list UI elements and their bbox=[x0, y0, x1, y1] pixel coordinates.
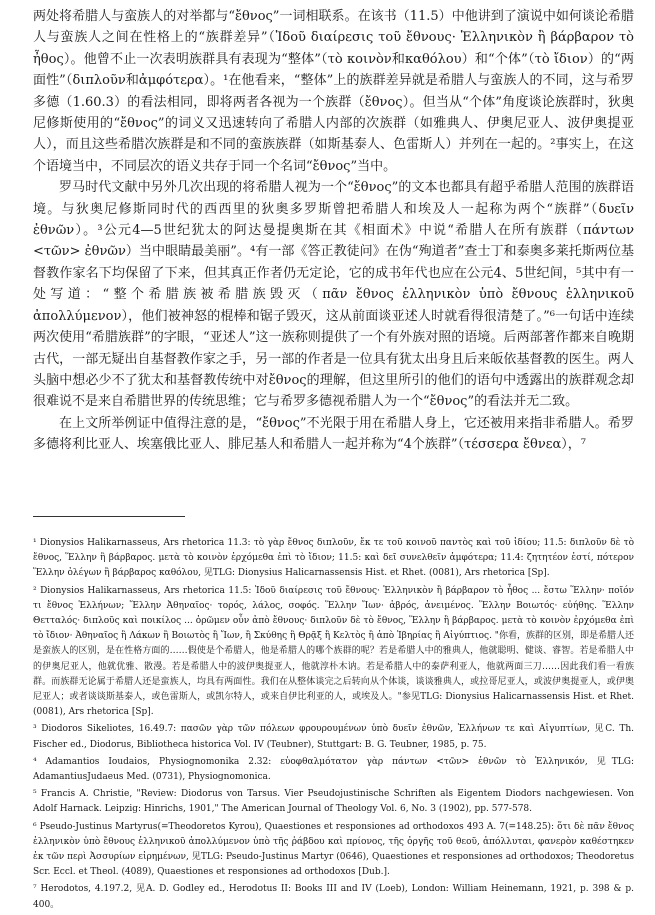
footnote-7: ⁷ Herodotos, 4.197.2, 见A. D. Godley ed., Herodotus II: Books III and IV (Loeb), London: William Heinemann, 1921, p. 398 & p. 400。 bbox=[33, 884, 634, 910]
footnote-2: ² Dionysios Halikarnasseus, Ars rhetorica 11.5: Ἰδοῦ διαίρεσις τοῦ ἔθνους· Ἑλληνικὸν ἢ βάρβαρον τὸ ἦθος ... ἔστω Ἕλλην· ποῖόν τι ἔθνος Ἑλλήνων; Ἕλλην Ἀθηναῖος· τορός, λάλος, σοφός. Ἕλλην Ἴων· ἁβρός, ἀνειμένος. Ἕλλην Βοιωτός· εὐήθης. Ἕλλην Θετταλός· διπλοῦς καὶ ποικίλος ... ὁρῶμεν οὖν ἀπὸ ἔθνους· διπλοῦν δὲ τὸ ἔθνος, Ἕλλην ἢ βάρβαρος. μετὰ τὸ κοινὸν ἐρχόμεθα ἐπὶ τὸ ἴδιον· Ἀθηναῖος ἢ Λάκων ἢ Βοιωτὸς ἢ Ἴων, ἢ Σκύθης ἢ Θρᾷξ ἢ Κελτὸς ἢ ἀπὸ Ἰβηρίας ἢ Αἰγύπτιος. "你看，族群的区别，即是希腊人还是蛮族人的区别，是在性格方面的……假使是个希腊人，他是希腊人的哪个族群的呢？若是希腊人中的雅典人，他就聪明、健谈、睿智。若是希腊人中的伊奥尼亚人，他就优雅、散漫。若是希腊人中的波伊奥提亚人，他就淳朴木讷。若是希腊人中的泰萨利亚人，他就两面三刀……因此我们看一看族群。而族群无论属于希腊人还是蛮族人，均具有两面性。我们在从整体谈完之后转向从个体谈，谈谈雅典人，或拉哥尼亚人，或波伊奥提亚人，或伊奥尼亚人；或者谈谈斯基泰人，或色雷斯人，或凯尔特人，或来自伊比利亚的人，或埃及人。"参见TLG: Dionysius Halicarnassensis Hist. et Rhet. (0081), Ars rhetorica [Sp]. bbox=[33, 585, 634, 718]
body-paragraph-1: 两处将希腊人与蛮族人的对举都与“ἔθνος”一词相联系。在该书（11.5）中他讲到了演说中如何谈论希腊人与蛮族人之间在性格上的“族群差异”（Ἰδοῦ διαίρεσις τοῦ ἔθνους· Ἑλληνικὸν ἢ βάρβαρον τὸ ἦθος）。他曾不止一次表明族群具有表现为“整体”（τὸ κοινὸν和καθόλου）和“个体”（τὸ ἴδιον）的“两面性”（διπλοῦν和ἀμφότερα）。¹在他看来，“整体”上的族群差异就是希腊人与蛮族人的不同，这与希罗多德（1.60.3）的看法相同，即将两者各视为一个族群（ἔθνος）。但当从“个体”角度谈论族群时，狄奥尼修斯使用的“ἔθνος”的词义又迅速转向了希腊人内部的次族群（如雅典人、伊奥尼亚人、波伊奥提亚人），而且这些希腊次族群是和不同的蛮族族群（如斯基泰人、色雷斯人）并列在一起的。²事实上，在这个语境当中，不同层次的语义共存于同一个名词“ἔθνος”当中。 bbox=[33, 9, 634, 174]
footnote-1: ¹ Dionysios Halikarnasseus, Ars rhetorica 11.3: τὸ γὰρ ἔθνος διπλοῦν, ἔκ τε τοῦ κοινοῦ παντὸς καὶ τοῦ ἰδίου; 11.5: διπλοῦν δὲ τὸ ἔθνος, Ἕλλην ἢ βάρβαρος. μετὰ τὸ κοινὸν ἐρχόμεθα ἐπὶ τὸ ἴδιον; 11.5: καὶ δεῖ συνελθεῖν ἀμφότερα; 11.4: ζητητέον ἐστί, πότερον Ἕλλην ὀλέγων ἢ βάρβαρος καθόλου, 见TLG: Dionysius Halicarnassensis Hist. et Rhet. (0081), Ars rhetorica [Sp]. bbox=[33, 538, 634, 579]
footnote-5: ⁵ Francis A. Christie, "Review: Diodorus von Tarsus. Vier Pseudojustinische Schriften als Eigentem Diodors nachgewiesen. Von Adolf Harnack. Leipzig: Hinrichs, 1901," The American Journal of Theology Vol. 6, No. 3 (1902), pp. 577-578. bbox=[33, 789, 634, 815]
footnote-4: ⁴ Adamantios Ioudaios, Physiognomonika 2.32: εὐοφθαλμότατον γὰρ πάντων <τῶν> ἐθνῶν τὸ Ἑλληνικόν, 见TLG: AdamantiusJudaeus Med. (0731), Physiognomonica. bbox=[33, 756, 634, 783]
body-paragraph-2: 罗马时代文献中另外几次出现的将希腊人视为一个“ἔθνος”的文本也都具有超乎希腊人范围的族群语境。与狄奥尼修斯同时代的西西里的狄奥多罗斯曾把希腊人和埃及人一起称为两个“族群”（δυεῖν ἐθνῶν）。³公元4—5世纪犹太的阿达曼提奥斯在其《相面术》中说“希腊人在所有族群（πάντων <τῶν> ἐθνῶν）当中眼睛最美丽”。⁴有一部《答正教徒问》在伪“殉道者”查士丁和泰奥多莱托斯两位基督教作家名下均保留了下来，但其真正作者仍无定论，它的成书年代也应在公元4、5世纪间，⁵其中有一处写道：“整个希腊族被希腊族毁灭（πᾶν ἔθνος ἑλληνικὸν ὑπὸ ἔθνους ἑλληνικοῦ ἀπολλύμενον），他们被神怒的棍棒和锯子毁灭，这从前面谈亚述人时就看得很清楚了。”⁶一句话中连续两次使用“希腊族群”的字眼，“亚述人”这一族称则提供了一个有外族对照的语境。后两部著作都来自晚期古代，一部无疑出自基督教作家之手，另一部的作者是一位具有犹太出身且后来皈依基督教的医生。两人头脑中想必少不了犹太和基督教传统中对ἔθνος的理解，但这里所引的他们的语句中透露出的族群观念却很难说不是来自希腊世界的传统思维；它与希罗多德视希腊人为一个“ἔθνος”的看法并无二致。 bbox=[33, 180, 634, 410]
main-text bbox=[33, 6, 634, 456]
footnote-divider bbox=[33, 516, 185, 517]
footnotes bbox=[33, 536, 634, 915]
body-paragraph-3: 在上文所举例证中值得注意的是，“ἔθνος”不光限于用在希腊人身上，它还被用来指非希腊人。希罗多德将利比亚人、埃塞俄比亚人、腓尼基人和希腊人一起并称为“4个族群”（τέσσερα ἔθνεα），⁷ bbox=[33, 415, 634, 453]
footnote-6: ⁶ Pseudo-Justinus Martyrus(=Theodoretos Kyrou), Quaestiones et responsiones ad orthodoxos 493 A. 7(=148.25): ὅτι δὲ πᾶν ἔθνος ἑλληνικὸν ὑπὸ ἔθνους ἑλληνικοῦ ἀπολλύμενον ὑπὸ τῆς ῥάβδου καὶ πρίονος, τῆς ὀργῆς τοῦ θεοῦ, ἀπόλλυται, φανερὸν καθέστηκεν ἐκ τῶν περὶ Ἀσσυρίων εἰρημένων, 见TLG: Pseudo-Justinus Martyr (0646), Quaestiones et responsiones ad orthodoxos; Theodoretus Scr. Eccl. et Theol. (4089), Quaestiones et responsiones ad orthodoxos [Dub.]. bbox=[33, 821, 634, 878]
footnote-3: ³ Diodoros Sikeliotes, 16.49.7: πασῶν γὰρ τῶν πόλεων φρουρουμένων ὑπὸ δυεῖν ἐθνῶν, Ἑλλήνων τε καὶ Αἰγυπτίων, 见C. Th. Fischer ed., Diodorus, Bibliotheca historica Vol. IV (Teubner), Stuttgart: B. G. Teubner, 1985, p. 75. bbox=[33, 724, 634, 750]
